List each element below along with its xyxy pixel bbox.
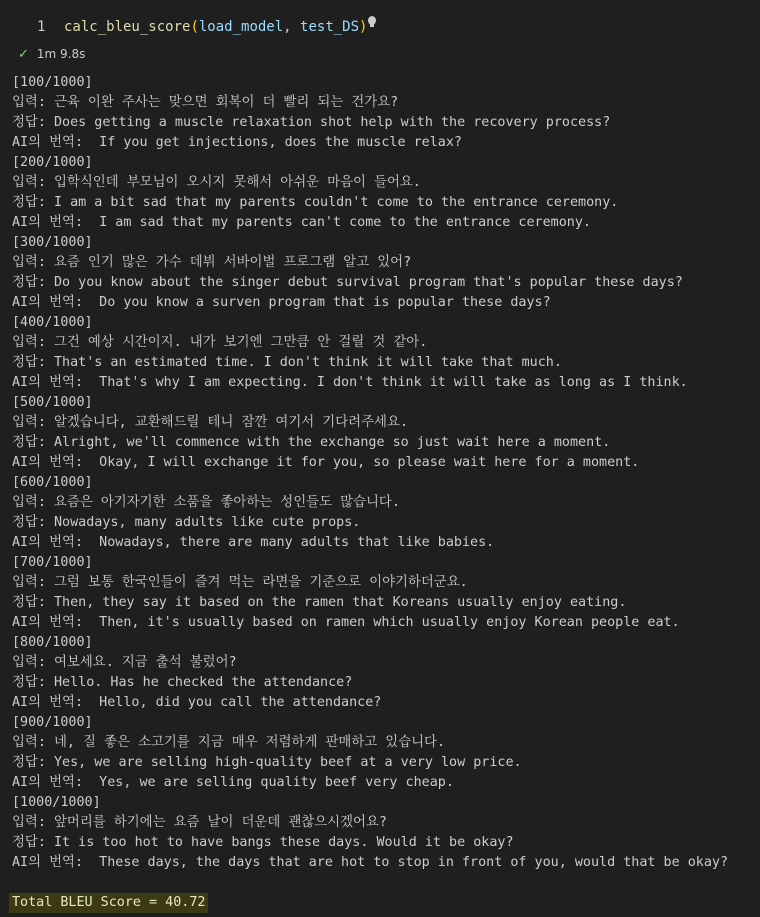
execution-status xyxy=(18,47,85,62)
output-line: 정답: Then, they say it based on the ramen that Koreans usually enjoy eating. xyxy=(12,595,627,610)
execution-time: 1m 9.8s xyxy=(36,47,86,61)
output-line: 입력: 입학식인데 부모님이 오시지 못해서 아쉬운 마음이 들어요. xyxy=(12,175,421,190)
output-line: [900/1000] xyxy=(12,715,93,730)
close-paren: ) xyxy=(359,19,368,35)
output-line: [1000/1000] xyxy=(12,795,101,810)
code-cell-input[interactable] xyxy=(0,0,760,44)
output-line: [700/1000] xyxy=(12,555,93,570)
cell-output xyxy=(12,73,760,873)
output-line: 정답: Nowadays, many adults like cute props. xyxy=(12,515,361,530)
output-line: AI의 번역: These days, the days that are hot to stop in front of you, would that be okay? xyxy=(12,855,729,870)
output-line: AI의 번역: If you get injections, does the muscle relax? xyxy=(12,135,462,150)
output-line: [300/1000] xyxy=(12,235,93,250)
output-line: AI의 번역: Okay, I will exchange it for you, so please wait here for a moment. xyxy=(12,455,640,470)
output-line: 정답: Do you know about the singer debut survival program that's popular these days? xyxy=(12,275,683,290)
output-line: 입력: 네, 질 좋은 소고기를 지금 매우 저렴하게 판매하고 있습니다. xyxy=(12,735,446,750)
output-line: 입력: 여보세요. 지금 출석 불렀어? xyxy=(12,655,237,670)
lightbulb-icon[interactable] xyxy=(368,16,376,25)
output-line: 정답: I am a bit sad that my parents couldn't come to the entrance ceremony. xyxy=(12,195,619,210)
output-line: 정답: It is too hot to have bangs these days. Would it be okay? xyxy=(12,835,514,850)
output-line: 입력: 요즘 인기 많은 가수 데뷔 서바이벌 프로그램 알고 있어? xyxy=(12,255,412,270)
comma: , xyxy=(283,19,301,35)
output-line: AI의 번역: Nowadays, there are many adults that like babies. xyxy=(12,535,495,550)
output-line: [400/1000] xyxy=(12,315,93,330)
output-line: [800/1000] xyxy=(12,635,93,650)
output-line: AI의 번역: Do you know a surven program that is popular these days? xyxy=(12,295,551,310)
argument-load-model: load_model xyxy=(198,19,284,35)
output-line: AI의 번역: Then, it's usually based on ramen which usually enjoy Korean people eat. xyxy=(12,615,680,630)
code-line[interactable] xyxy=(64,19,375,35)
output-line: 입력: 그럼 보통 한국인들이 즐겨 먹는 라면을 기준으로 이야기하더군요. xyxy=(12,575,468,590)
output-line: 정답: Yes, we are selling high-quality beef at a very low price. xyxy=(12,755,522,770)
output-line: 정답: Does getting a muscle relaxation shot help with the recovery process? xyxy=(12,115,611,130)
output-line: [200/1000] xyxy=(12,155,93,170)
output-line: AI의 번역: That's why I am expecting. I don't think it will take as long as I think. xyxy=(12,375,688,390)
output-line: 정답: Hello. Has he checked the attendance? xyxy=(12,675,353,690)
output-line: 정답: Alright, we'll commence with the exchange so just wait here a moment. xyxy=(12,435,611,450)
output-line: [600/1000] xyxy=(12,475,93,490)
output-line: AI의 번역: Yes, we are selling quality beef very cheap. xyxy=(12,775,454,790)
total-bleu-score: Total BLEU Score = 40.72 xyxy=(9,893,208,913)
output-line: 입력: 요즘은 아기자기한 소품을 좋아하는 성인들도 많습니다. xyxy=(12,495,400,510)
output-line: [100/1000] xyxy=(12,75,93,90)
output-line: AI의 번역: I am sad that my parents can't come to the entrance ceremony. xyxy=(12,215,591,230)
argument-test-ds: test_DS xyxy=(300,19,360,35)
output-line: 정답: That's an estimated time. I don't think it will take that much. xyxy=(12,355,562,370)
open-paren: ( xyxy=(190,19,199,35)
check-icon: ✓ xyxy=(18,47,29,62)
output-line: 입력: 앞머리를 하기에는 요즘 날이 더운데 괜찮으시겠어요? xyxy=(12,815,387,830)
function-name: calc_bleu_score xyxy=(64,19,191,35)
output-line: 입력: 그건 예상 시간이지. 내가 보기엔 그만큼 안 걸릴 것 같아. xyxy=(12,335,428,350)
output-line: 입력: 근육 이완 주사는 맞으면 회복이 더 빨리 되는 건가요? xyxy=(12,95,399,110)
output-line: 입력: 알겠습니다, 교환해드릴 테니 잠깐 여기서 기다려주세요. xyxy=(12,415,408,430)
line-number: 1 xyxy=(37,19,46,35)
output-line: AI의 번역: Hello, did you call the attendance? xyxy=(12,695,382,710)
output-line: [500/1000] xyxy=(12,395,93,410)
